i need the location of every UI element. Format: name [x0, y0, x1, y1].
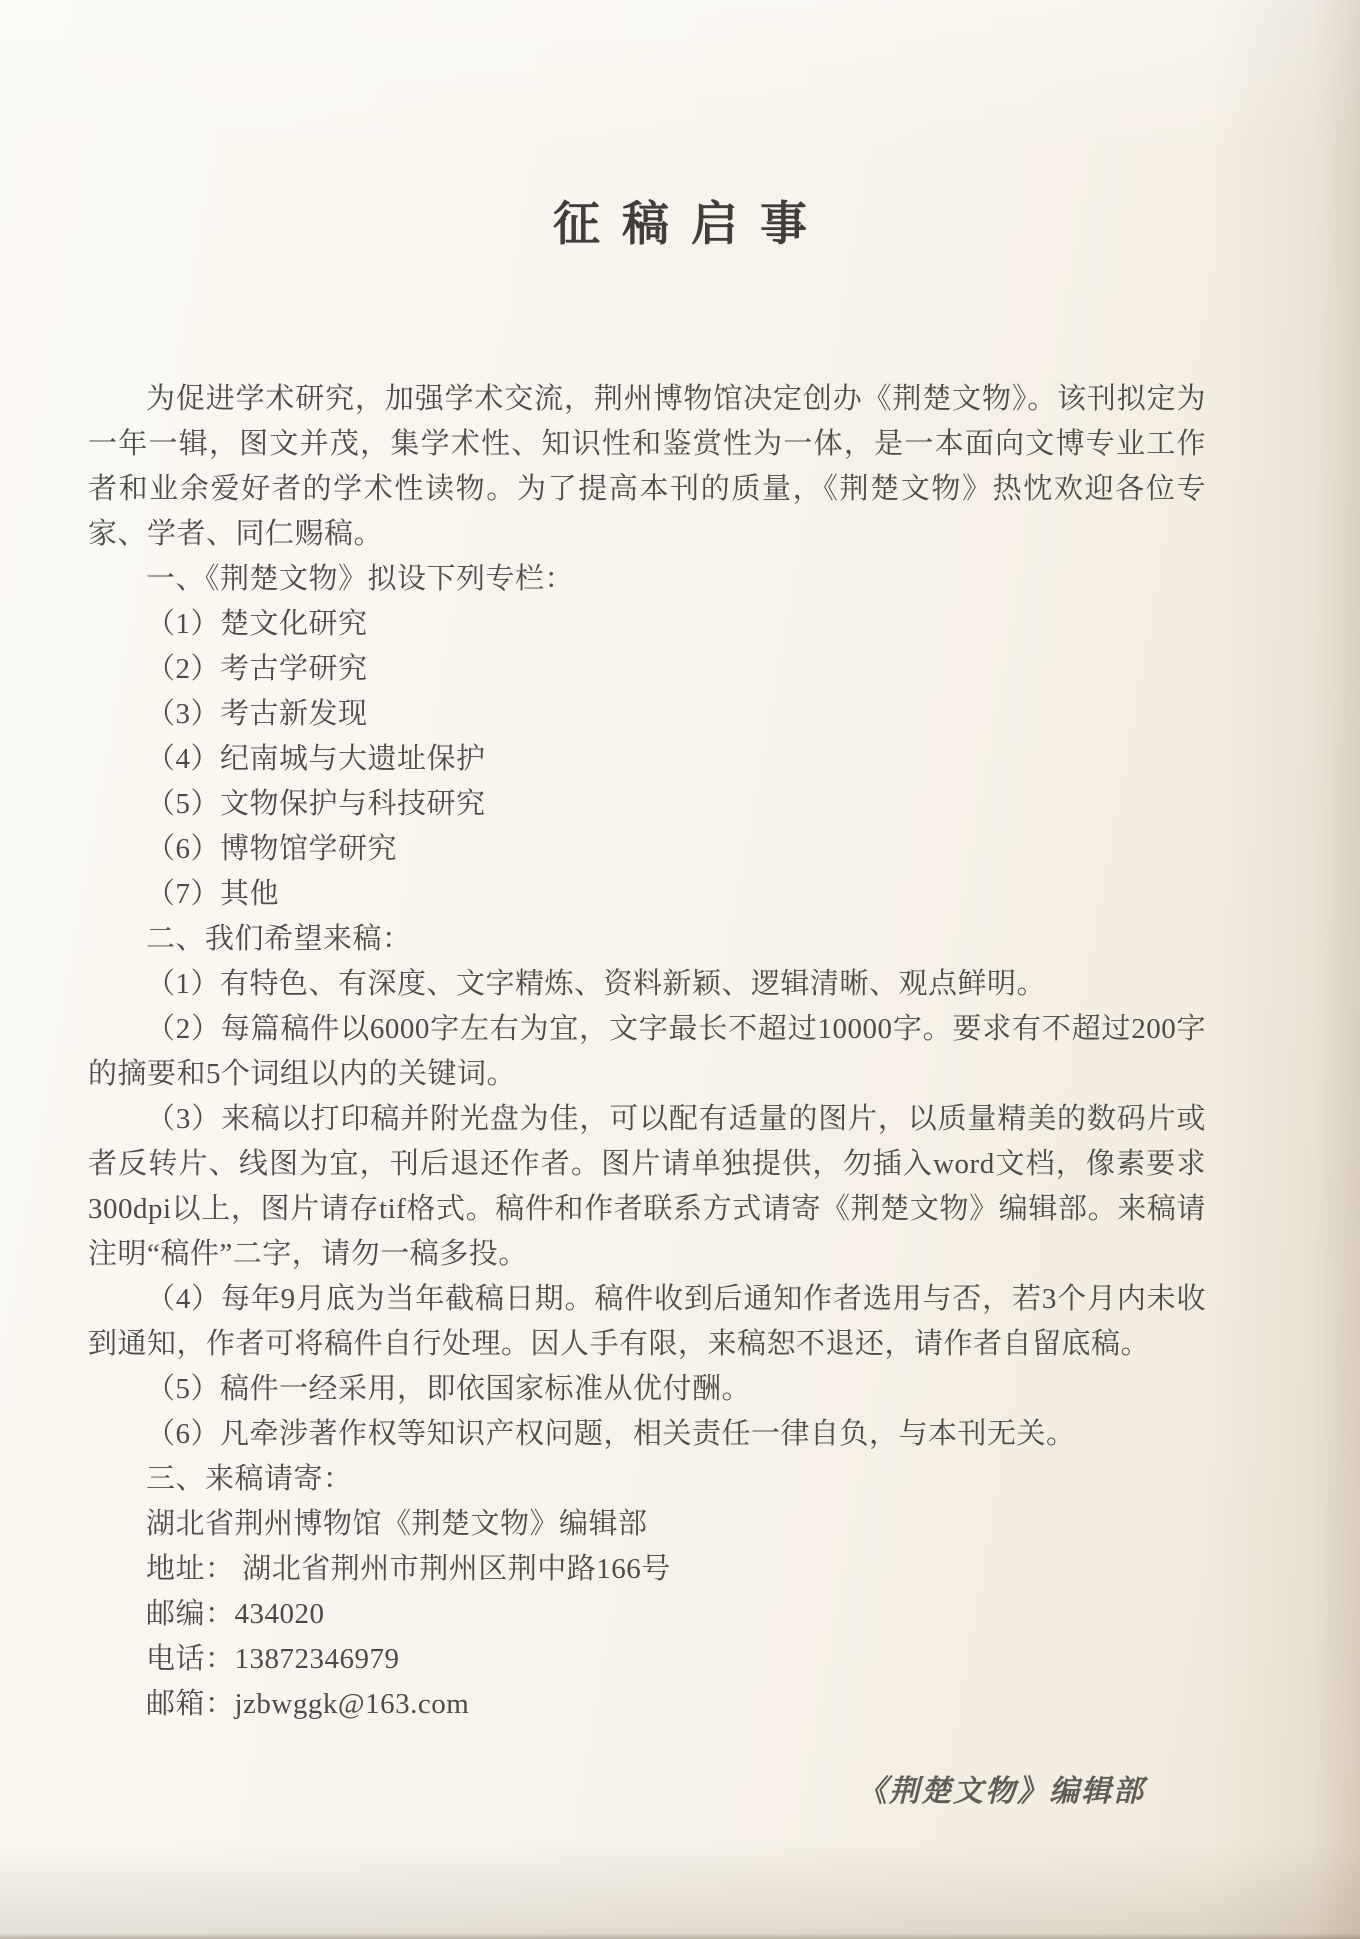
section-item: 地址： 湖北省荆州市荆州区荆中路166号: [146, 1553, 671, 1585]
section-item: （7）其他: [146, 878, 280, 910]
section-item: （4）纪南城与大遗址保护: [146, 743, 486, 775]
sections-container: [88, 557, 1206, 1727]
page-title: 征稿启事: [553, 199, 829, 251]
section-item: （2）考古学研究: [146, 653, 368, 685]
section-heading: 一、《荆楚文物》拟设下列专栏：: [146, 563, 575, 595]
section-item: （6）凡牵涉著作权等知识产权问题，相关责任一律自负，与本刊无关。: [146, 1418, 1076, 1450]
section-item: （1）有特色、有深度、文字精炼、资料新颖、逻辑清晰、观点鲜明。: [146, 968, 1047, 1000]
footer-signature: 《荆楚文物》编辑部: [857, 1775, 1145, 1808]
section-item: （5）稿件一经采用，即依国家标准从优付酬。: [146, 1373, 752, 1405]
section-item: （3）来稿以打印稿并附光盘为佳，可以配有适量的图片，以质量精美的数码片或者反转片、线图为宜，刊后退还作者。图片请单独提供，勿插入word文档，像素要求300dpi以上，图片请存tif格式。稿件和作者联系方式请寄《荆楚文物》编辑部。来稿请注明“稿件”二字，请勿一稿多投。: [88, 1103, 1206, 1270]
section-item: （3）考古新发现: [146, 698, 368, 730]
section-item: （1）楚文化研究: [146, 608, 368, 640]
page-body: [88, 377, 1206, 1727]
section-item: 湖北省荆州博物馆《荆楚文物》编辑部: [146, 1508, 648, 1540]
section-heading: 三、来稿请寄：: [146, 1463, 353, 1495]
section-item: （4）每年9月底为当年截稿日期。稿件收到后通知作者选用与否，若3个月内未收到通知，作者可将稿件自行处理。因人手有限，来稿恕不退还，请作者自留底稿。: [88, 1283, 1206, 1360]
intro-paragraph: 为促进学术研究，加强学术交流，荆州博物馆决定创办《荆楚文物》。该刊拟定为一年一辑，图文并茂，集学术性、知识性和鉴赏性为一体，是一本面向文博专业工作者和业余爱好者的学术性读物。为了提高本刊的质量，《荆楚文物》热忱欢迎各位专家、学者、同仁赐稿。: [88, 383, 1206, 550]
section-item: 电话：13872346979: [146, 1643, 400, 1675]
section-heading: 二、我们希望来稿：: [146, 923, 412, 955]
section-item: 邮箱：jzbwggk@163.com: [146, 1688, 470, 1720]
section-item: （5）文物保护与科技研究: [146, 788, 486, 820]
section-item: （2）每篇稿件以6000字左右为宜，文字最长不超过10000字。要求有不超过200字的摘要和5个词组以内的关键词。: [88, 1013, 1206, 1090]
section-item: 邮编：434020: [146, 1598, 325, 1630]
section-item: （6）博物馆学研究: [146, 833, 398, 865]
